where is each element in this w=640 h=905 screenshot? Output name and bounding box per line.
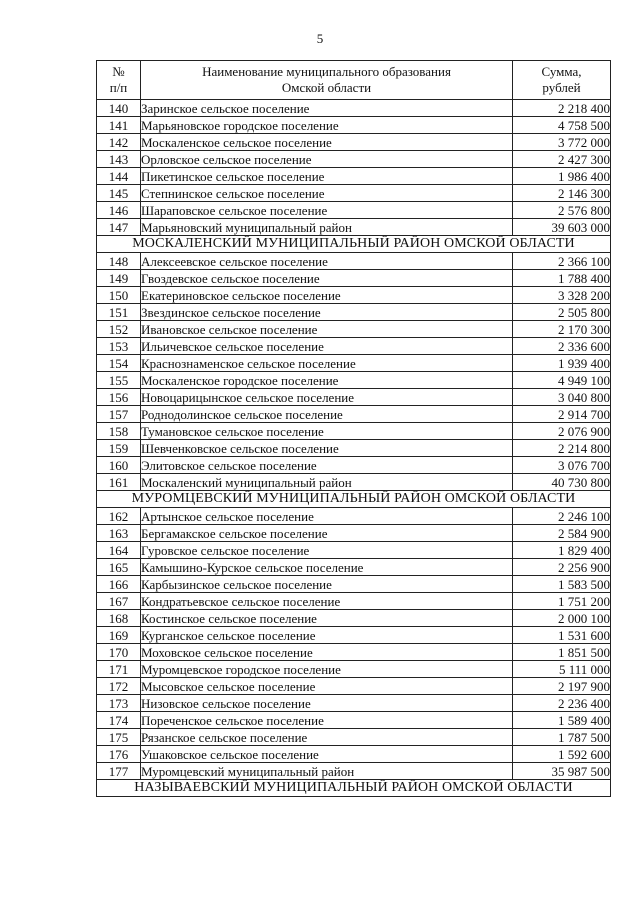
header-number-line2: п/п [109,80,128,95]
row-number: 170 [97,644,141,661]
header-name [141,61,513,100]
row-number: 150 [97,287,141,304]
municipality-name: Гвоздевское сельское поселение [141,270,513,287]
municipality-name: Пореченское сельское поселение [141,712,513,729]
amount: 2 505 800 [513,304,611,321]
table-row [97,559,611,576]
amount: 3 328 200 [513,287,611,304]
table-row [97,525,611,542]
municipality-name: Москаленское городское поселение [141,372,513,389]
amount: 5 111 000 [513,661,611,678]
row-number: 166 [97,576,141,593]
table-row [97,185,611,202]
row-number: 157 [97,406,141,423]
table-row [97,355,611,372]
table-row [97,712,611,729]
amount: 2 366 100 [513,253,611,270]
table-row [97,100,611,117]
municipality-name: Марьяновское городское поселение [141,117,513,134]
amount: 2 197 900 [513,678,611,695]
municipality-name: Муромцевский муниципальный район [141,763,513,780]
allocation-table [96,60,611,797]
table-row [97,321,611,338]
table-row [97,219,611,236]
table-row [97,729,611,746]
row-number: 158 [97,423,141,440]
row-number: 174 [97,712,141,729]
table-row [97,695,611,712]
amount: 1 583 500 [513,576,611,593]
municipality-name: Пикетинское сельское поселение [141,168,513,185]
municipality-name: Роднодолинское сельское поселение [141,406,513,423]
row-number: 140 [97,100,141,117]
row-number: 163 [97,525,141,542]
row-number: 147 [97,219,141,236]
row-number: 148 [97,253,141,270]
row-number: 169 [97,627,141,644]
amount: 1 829 400 [513,542,611,559]
row-number: 161 [97,474,141,491]
row-number: 149 [97,270,141,287]
municipality-name: Муромцевское городское поселение [141,661,513,678]
table-row [97,338,611,355]
municipality-name: Екатериновское сельское поселение [141,287,513,304]
row-number: 156 [97,389,141,406]
municipality-name: Рязанское сельское поселение [141,729,513,746]
table-body [97,100,611,797]
table-row [97,576,611,593]
row-number: 143 [97,151,141,168]
table-row [97,253,611,270]
amount: 2 146 300 [513,185,611,202]
page-number: 5 [316,31,324,46]
header-number-line1: № [112,64,125,79]
row-number: 164 [97,542,141,559]
amount: 1 531 600 [513,627,611,644]
table-row [97,678,611,695]
municipality-name: Гуровское сельское поселение [141,542,513,559]
municipality-name: Москаленское сельское поселение [141,134,513,151]
amount: 2 246 100 [513,508,611,525]
amount: 2 584 900 [513,525,611,542]
table-row [97,644,611,661]
table-row [97,627,611,644]
amount: 39 603 000 [513,219,611,236]
table-row [97,474,611,491]
section-title: НАЗЫВАЕВСКИЙ МУНИЦИПАЛЬНЫЙ РАЙОН ОМСКОЙ ОБЛАСТИ [97,780,611,797]
row-number: 155 [97,372,141,389]
row-number: 171 [97,661,141,678]
municipality-name: Костинское сельское поселение [141,610,513,627]
row-number: 152 [97,321,141,338]
amount: 2 336 600 [513,338,611,355]
amount: 1 589 400 [513,712,611,729]
table-row [97,610,611,627]
table-row [97,134,611,151]
table-row [97,593,611,610]
row-number: 176 [97,746,141,763]
table-row [97,423,611,440]
section-row [97,780,611,797]
table-row [97,372,611,389]
header-row [97,61,611,100]
municipality-name: Краснознаменское сельское поселение [141,355,513,372]
section-row [97,491,611,508]
amount: 1 986 400 [513,168,611,185]
municipality-name: Камышино-Курское сельское поселение [141,559,513,576]
municipality-name: Шараповское сельское поселение [141,202,513,219]
municipality-name: Элитовское сельское поселение [141,457,513,474]
row-number: 151 [97,304,141,321]
table-row [97,151,611,168]
table-row [97,508,611,525]
table-row [97,440,611,457]
row-number: 141 [97,117,141,134]
row-number: 145 [97,185,141,202]
amount: 2 218 400 [513,100,611,117]
row-number: 167 [97,593,141,610]
row-number: 173 [97,695,141,712]
table-row [97,168,611,185]
municipality-name: Курганское сельское поселение [141,627,513,644]
municipality-name: Алексеевское сельское поселение [141,253,513,270]
row-number: 175 [97,729,141,746]
amount: 1 788 400 [513,270,611,287]
table-row [97,763,611,780]
row-number: 142 [97,134,141,151]
table-row [97,542,611,559]
amount: 2 256 900 [513,559,611,576]
municipality-name: Мысовское сельское поселение [141,678,513,695]
row-number: 159 [97,440,141,457]
section-title: МОСКАЛЕНСКИЙ МУНИЦИПАЛЬНЫЙ РАЙОН ОМСКОЙ ОБЛАСТИ [97,236,611,253]
row-number: 168 [97,610,141,627]
amount: 4 758 500 [513,117,611,134]
municipality-name: Тумановское сельское поселение [141,423,513,440]
amount: 2 214 800 [513,440,611,457]
municipality-name: Заринское сельское поселение [141,100,513,117]
amount: 2 236 400 [513,695,611,712]
table-row [97,457,611,474]
municipality-name: Карбызинское сельское поселение [141,576,513,593]
table-header [97,61,611,100]
header-name-line1: Наименование муниципального образования [202,64,451,79]
amount: 2 170 300 [513,321,611,338]
amount: 3 076 700 [513,457,611,474]
municipality-name: Москаленский муниципальный район [141,474,513,491]
municipality-name: Орловское сельское поселение [141,151,513,168]
amount: 1 787 500 [513,729,611,746]
amount: 4 949 100 [513,372,611,389]
amount: 2 076 900 [513,423,611,440]
table-row [97,304,611,321]
table-row [97,202,611,219]
municipality-name: Ильичевское сельское поселение [141,338,513,355]
row-number: 154 [97,355,141,372]
amount: 2 914 700 [513,406,611,423]
row-number: 165 [97,559,141,576]
row-number: 160 [97,457,141,474]
municipality-name: Ушаковское сельское поселение [141,746,513,763]
row-number: 162 [97,508,141,525]
table-row [97,661,611,678]
municipality-name: Артынское сельское поселение [141,508,513,525]
municipality-name: Бергамакское сельское поселение [141,525,513,542]
section-title: МУРОМЦЕВСКИЙ МУНИЦИПАЛЬНЫЙ РАЙОН ОМСКОЙ ОБЛАСТИ [97,491,611,508]
amount: 40 730 800 [513,474,611,491]
row-number: 172 [97,678,141,695]
municipality-name: Ивановское сельское поселение [141,321,513,338]
amount: 3 040 800 [513,389,611,406]
table-row [97,287,611,304]
amount: 2 427 300 [513,151,611,168]
row-number: 177 [97,763,141,780]
municipality-name: Звездинское сельское поселение [141,304,513,321]
header-sum-line2: рублей [542,80,581,95]
municipality-name: Степнинское сельское поселение [141,185,513,202]
amount: 1 592 600 [513,746,611,763]
amount: 3 772 000 [513,134,611,151]
municipality-name: Моховское сельское поселение [141,644,513,661]
municipality-name: Шевченковское сельское поселение [141,440,513,457]
municipality-name: Низовское сельское поселение [141,695,513,712]
header-sum-line1: Сумма, [541,64,582,79]
amount: 1 751 200 [513,593,611,610]
row-number: 144 [97,168,141,185]
table-row [97,746,611,763]
table-row [97,389,611,406]
table-row [97,117,611,134]
municipality-name: Новоцарицынское сельское поселение [141,389,513,406]
amount: 2 000 100 [513,610,611,627]
municipality-name: Кондратьевское сельское поселение [141,593,513,610]
municipality-name: Марьяновский муниципальный район [141,219,513,236]
table-row [97,270,611,287]
header-sum [513,61,611,100]
table-row [97,406,611,423]
section-row [97,236,611,253]
row-number: 146 [97,202,141,219]
header-number [97,61,141,100]
row-number: 153 [97,338,141,355]
header-name-line2: Омской области [281,80,372,95]
amount: 1 939 400 [513,355,611,372]
amount: 35 987 500 [513,763,611,780]
amount: 1 851 500 [513,644,611,661]
amount: 2 576 800 [513,202,611,219]
